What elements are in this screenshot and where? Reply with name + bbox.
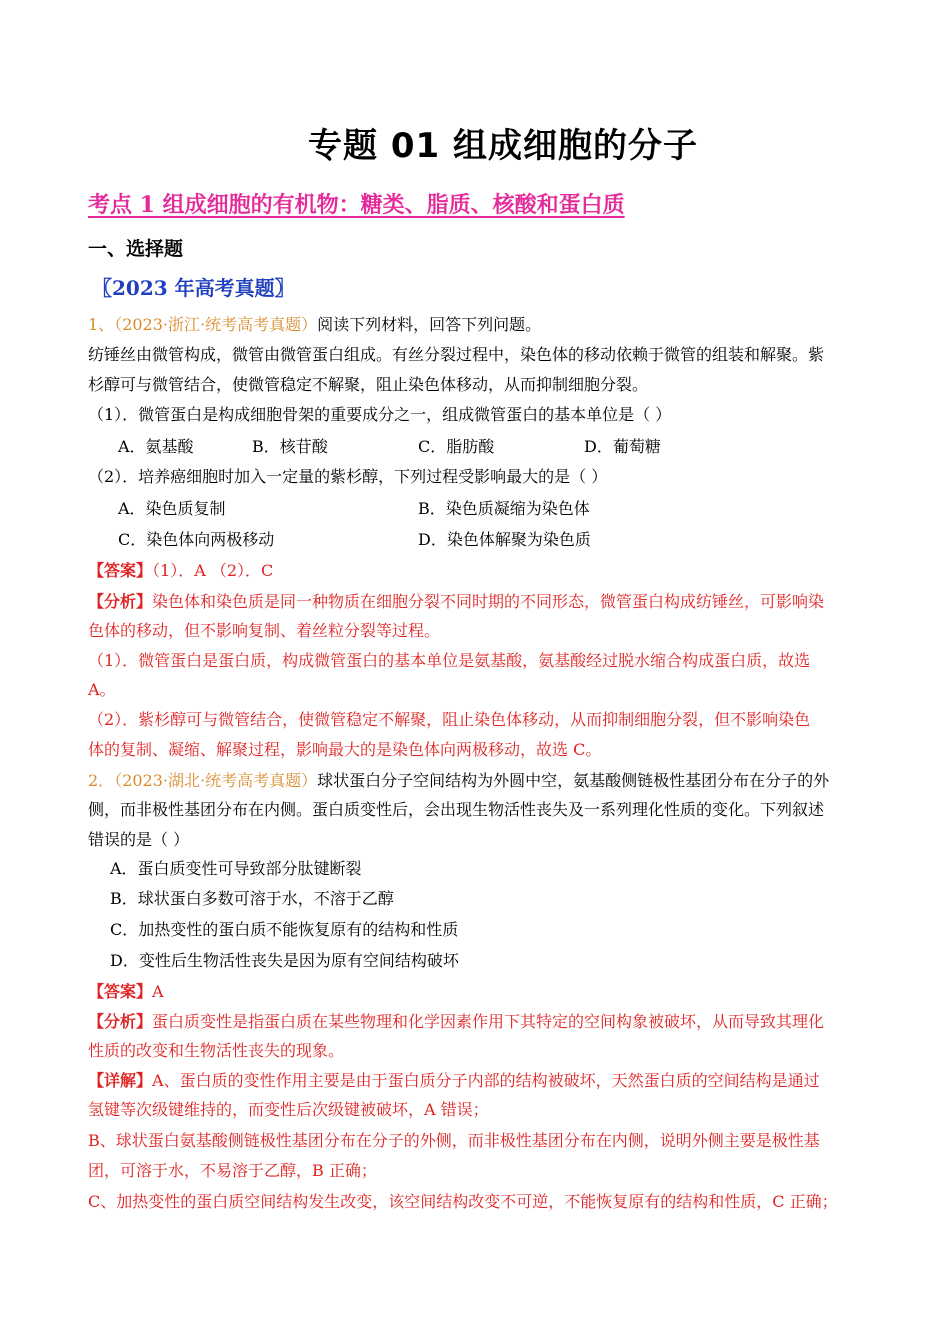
q1-explain2-line-2: 体的复制、凝缩、解聚过程，影响最大的是染色体向两极移动，故选 C。 xyxy=(88,740,602,759)
q2-option-c: C．加热变性的蛋白质不能恢复原有的结构和性质 xyxy=(110,920,459,939)
q2-detail-text-1: A、蛋白质的变性作用主要是由于蛋白质分子内部的结构被破坏，天然蛋白质的空间结构是通过 xyxy=(152,1071,820,1090)
q1-sub2-option-d: D．染色体解聚为染色质 xyxy=(418,530,591,549)
q2-detail-line-2: 氢键等次级键维持的，而变性后次级键被破坏，A 错误； xyxy=(88,1100,489,1119)
q2-stem-line-3: 错误的是（ ） xyxy=(88,830,190,849)
topic-heading: 考点 1 组成细胞的有机物：糖类、脂质、核酸和蛋白质 xyxy=(88,192,625,218)
q1-sub2-option-b: B．染色质凝缩为染色体 xyxy=(418,499,590,518)
q2-answer-text: A xyxy=(152,982,164,1001)
q1-sub1-option-c: C．脂肪酸 xyxy=(418,437,495,456)
q1-material-line-1: 纺锤丝由微管构成，微管由微管蛋白组成。有丝分裂过程中，染色体的移动依赖于微管的组装和解聚。紫 xyxy=(88,345,825,364)
q1-lead: 阅读下列材料，回答下列问题。 xyxy=(317,315,542,334)
q1-sub1-option-b: B．核苷酸 xyxy=(252,437,328,456)
q1-analysis-line-2: 色体的移动，但不影响复制、着丝粒分裂等过程。 xyxy=(88,621,441,640)
q2-answer-label: 【答案】 xyxy=(88,982,153,1001)
q1-number: 1、 xyxy=(88,315,115,334)
q2-option-a: A．蛋白质变性可导致部分肽键断裂 xyxy=(110,859,362,878)
q2-analysis-line-2: 性质的改变和生物活性丧失的现象。 xyxy=(88,1041,345,1060)
q1-analysis-text-1: 染色体和染色质是同一种物质在细胞分裂不同时期的不同形态，微管蛋白构成纺锤丝，可影响染 xyxy=(152,592,825,611)
q2-source: （2023·湖北·统考高考真题） xyxy=(114,771,318,790)
q2-option-b: B．球状蛋白多数可溶于水，不溶于乙醇 xyxy=(110,889,394,908)
q1-explain2-line-1: （2）．紫杉醇可与微管结合，使微管稳定不解聚，阻止染色体移动，从而抑制细胞分裂，但不影响染色 xyxy=(88,710,811,729)
q1-sub2-option-c: C．染色体向两极移动 xyxy=(118,530,275,549)
q2-number: 2． xyxy=(88,771,115,790)
q2-detail-line-5: C、加热变性的蛋白质空间结构发生改变，该空间结构改变不可逆，不能恢复原有的结构和性质，C 正确； xyxy=(88,1192,838,1211)
q1-sub1-option-a: A．氨基酸 xyxy=(118,437,194,456)
q1-sub2-stem: （2）．培养癌细胞时加入一定量的紫杉醇，下列过程受影响最大的是（ ） xyxy=(88,467,608,486)
q2-stem-line-2: 侧，而非极性基团分布在内侧。蛋白质变性后，会出现生物活性丧失及一系列理化性质的变化。下列叙述 xyxy=(88,800,825,819)
q2-detail-line-3: B、球状蛋白氨基酸侧链极性基团分布在分子的外侧，而非极性基团分布在内侧，说明外侧主要是极性基 xyxy=(88,1131,820,1150)
q2-header xyxy=(88,770,829,792)
page-title: 专题 01 组成细胞的分子 xyxy=(308,126,698,166)
q2-analysis-label: 【分析】 xyxy=(88,1012,153,1031)
q1-explain1-line-2: A。 xyxy=(88,680,116,699)
q1-material-line-2: 杉醇可与微管结合，使微管稳定不解聚，阻止染色体移动，从而抑制细胞分裂。 xyxy=(88,375,649,394)
q1-header xyxy=(88,314,541,336)
section-heading: 一、选择题 xyxy=(88,238,184,260)
q1-explain1-line-1: （1）．微管蛋白是蛋白质，构成微管蛋白的基本单位是氨基酸，氨基酸经过脱水缩合构成蛋白质，故选 xyxy=(88,651,811,670)
q2-answer xyxy=(88,981,164,1003)
q1-sub1-option-d: D．葡萄糖 xyxy=(584,437,661,456)
q2-detail-label: 【详解】 xyxy=(88,1071,153,1090)
q1-answer xyxy=(88,560,273,582)
q1-source: （2023·浙江·统考高考真题） xyxy=(114,315,318,334)
q2-analysis-text-1: 蛋白质变性是指蛋白质在某些物理和化学因素作用下其特定的空间构象被破坏，从而导致其理化 xyxy=(152,1012,825,1031)
q1-answer-label: 【答案】 xyxy=(88,561,153,580)
q1-analysis-label: 【分析】 xyxy=(88,592,153,611)
q2-analysis-line-1 xyxy=(88,1011,824,1033)
q2-option-d: D．变性后生物活性丧失是因为原有空间结构破坏 xyxy=(110,951,459,970)
year-heading: 〖2023 年高考真题〗 xyxy=(92,276,295,300)
q2-detail-line-4: 团，可溶于水，不易溶于乙醇，B 正确； xyxy=(88,1161,377,1180)
q1-sub2-option-a: A．染色质复制 xyxy=(118,499,226,518)
q2-stem-1: 球状蛋白分子空间结构为外圆中空，氨基酸侧链极性基团分布在分子的外 xyxy=(317,771,830,790)
q1-sub1-stem: （1）．微管蛋白是构成细胞骨架的重要成分之一，组成微管蛋白的基本单位是（ ） xyxy=(88,405,672,424)
q1-analysis-line-1 xyxy=(88,591,824,613)
q2-detail-line-1 xyxy=(88,1070,820,1092)
q1-answer-text: （1）．A （2）．C xyxy=(152,561,274,580)
